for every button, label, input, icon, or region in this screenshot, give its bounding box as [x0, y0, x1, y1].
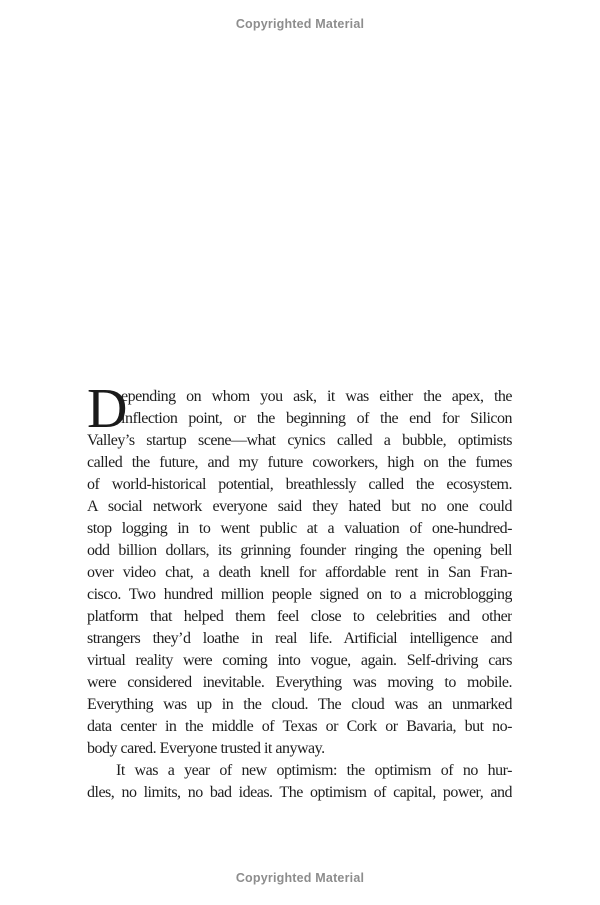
text-line: were considered inevitable. Everything was moving to mobile. — [87, 674, 512, 691]
text-line: Valley’s startup scene—what cynics called a bubble, optimists — [87, 432, 512, 449]
copyright-notice-top: Copyrighted Material — [235, 17, 365, 31]
copyright-notice-bottom: Copyrighted Material — [235, 871, 365, 885]
text-line: Everything was up in the cloud. The cloud was an unmarked — [87, 696, 512, 713]
text-line: over video chat, a death knell for affordable rent in San Fran- — [87, 564, 512, 581]
text-line: odd billion dollars, its grinning founder ringing the opening bell — [87, 542, 512, 559]
text-line: body cared. Everyone trusted it anyway. — [87, 740, 325, 757]
text-line: inflection point, or the beginning of the end for Silicon — [121, 410, 512, 427]
text-line: strangers they’d loathe in real life. Artificial intelligence and — [87, 630, 512, 647]
text-line: stop logging in to went public at a valuation of one-hundred- — [87, 520, 512, 537]
text-line: data center in the middle of Texas or Cork or Bavaria, but no- — [87, 718, 512, 735]
text-line: A social network everyone said they hated but no one could — [87, 498, 512, 515]
drop-cap: D — [87, 378, 128, 440]
text-line: of world-historical potential, breathlessly called the ecosystem. — [87, 476, 512, 493]
text-line: platform that helped them feel close to celebrities and other — [87, 608, 512, 625]
text-line: cisco. Two hundred million people signed on to a microblogging — [87, 586, 512, 603]
text-line: epending on whom you ask, it was either the apex, the — [121, 388, 512, 405]
body-text-block — [87, 378, 512, 804]
text-line: dles, no limits, no bad ideas. The optimism of capital, power, and — [87, 784, 512, 801]
text-line: It was a year of new optimism: the optimism of no hur- — [116, 762, 512, 779]
text-line: called the future, and my future coworkers, high on the fumes — [87, 454, 512, 471]
text-line: virtual reality were coming into vogue, again. Self-driving cars — [87, 652, 512, 669]
